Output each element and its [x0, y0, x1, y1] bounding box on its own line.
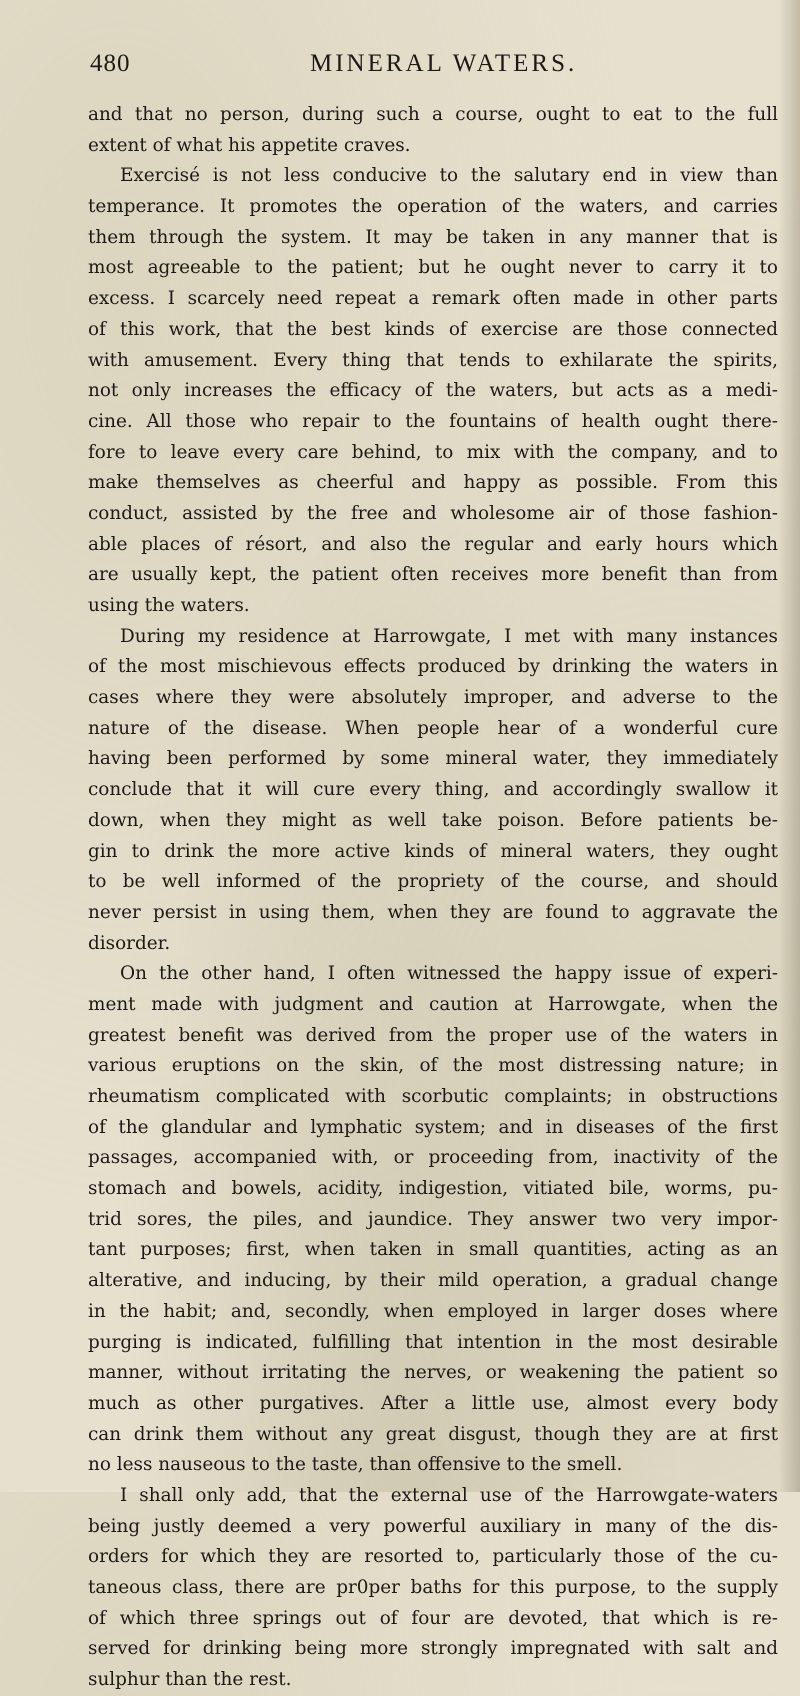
- running-head: [90, 50, 700, 84]
- text-line: served for drinking being more strongly impregnated with salt and: [88, 1638, 778, 1660]
- text-line: disorder.: [88, 932, 171, 954]
- text-line: various eruptions on the skin, of the most distressing nature; in: [88, 1055, 778, 1077]
- page-edge-shadow: [778, 0, 800, 1492]
- text-line: make themselves as cheerful and happy as possible. From this: [88, 472, 778, 494]
- text-line: rheumatism complicated with scorbutic complaints; in obstructions: [88, 1086, 778, 1107]
- text-line: stomach and bowels, acidity, indigestion, vitiated bile, worms, pu-: [88, 1178, 778, 1200]
- body-text: [88, 100, 778, 1696]
- text-line: of which three springs out of four are devoted, that which is re-: [88, 1607, 778, 1629]
- text-line: of the most mischievous effects produced by drinking the waters in: [88, 656, 778, 678]
- text-line: cases where they were absolutely improper, and adverse to the: [88, 687, 778, 709]
- text-line: ment made with judgment and caution at Harrowgate, when the: [88, 993, 778, 1015]
- text-line: fore to leave every care behind, to mix with the company, and to: [88, 441, 778, 463]
- text-line: On the other hand, I often witnessed the happy issue of experi-: [120, 963, 778, 985]
- text-line: most agreeable to the patient; but he ought never to carry it to: [88, 257, 778, 279]
- text-line: temperance. It promotes the operation of the waters, and carries: [88, 196, 778, 218]
- text-line: Exercisé is not less conducive to the salutary end in view than: [120, 165, 778, 187]
- text-line: I shall only add, that the external use of the Harrowgate-waters: [120, 1484, 778, 1506]
- text-line: never persist in using them, when they are found to aggravate the: [88, 901, 778, 923]
- text-line: with amusement. Every thing that tends to exhilarate the spirits,: [88, 349, 778, 371]
- text-line: able places of résort, and also the regular and early hours which: [88, 533, 778, 555]
- text-line: and that no person, during such a course, ought to eat to the full: [88, 104, 778, 125]
- text-line: no less nauseous to the taste, than offensive to the smell.: [88, 1454, 623, 1476]
- text-line: having been performed by some mineral water, they immediately: [88, 748, 778, 770]
- text-line: to be well informed of the propriety of the course, and should: [88, 871, 778, 893]
- text-line: of the glandular and lymphatic system; and in diseases of the first: [88, 1116, 778, 1138]
- text-line: gin to drink the more active kinds of mineral waters, they ought: [88, 840, 778, 862]
- text-line: orders for which they are resorted to, particularly those of the cu-: [88, 1546, 778, 1568]
- text-line: extent of what his appetite craves.: [88, 134, 411, 156]
- text-line: greatest benefit was derived from the proper use of the waters in: [88, 1024, 778, 1046]
- text-line: During my residence at Harrowgate, I met with many instances: [120, 625, 778, 647]
- running-title: MINERAL WATERS.: [310, 50, 578, 77]
- text-line: conclude that it will cure every thing, and accordingly swallow it: [88, 779, 778, 801]
- text-line: excess. I scarcely need repeat a remark often made in other parts: [88, 288, 778, 310]
- text-line: manner, without irritating the nerves, or weakening the patient so: [88, 1362, 778, 1384]
- text-line: purging is indicated, fulfilling that intention in the most desirable: [88, 1331, 778, 1353]
- page-number: 480: [90, 50, 131, 77]
- text-line: not only increases the efficacy of the waters, but acts as a medi-: [88, 380, 778, 402]
- text-line: tant purposes; first, when taken in small quantities, acting as an: [88, 1239, 778, 1261]
- text-line: sulphur than the rest.: [88, 1669, 292, 1691]
- text-line: conduct, assisted by the free and wholesome air of those fashion-: [88, 502, 778, 524]
- text-line: them through the system. It may be taken in any manner that is: [88, 226, 778, 248]
- text-line: much as other purgatives. After a little use, almost every body: [88, 1392, 778, 1414]
- text-line: down, when they might as well take poison. Before patients be-: [88, 809, 778, 831]
- text-line: passages, accompanied with, or proceeding from, inactivity of the: [88, 1147, 778, 1169]
- text-line: being justly deemed a very powerful auxiliary in many of the dis-: [88, 1515, 778, 1537]
- text-line: cine. All those who repair to the fountains of health ought there-: [88, 410, 778, 432]
- text-line: using the waters.: [88, 595, 250, 616]
- text-line: in the habit; and, secondly, when employed in larger doses where: [88, 1300, 778, 1322]
- text-line: can drink them without any great disgust, though they are at first: [88, 1423, 778, 1445]
- text-line: are usually kept, the patient often receives more benefit than from: [88, 564, 778, 586]
- text-line: taneous class, there are pr0per baths for this purpose, to the supply: [88, 1577, 778, 1598]
- text-line: trid sores, the piles, and jaundice. They answer two very impor-: [88, 1208, 778, 1230]
- text-line: alterative, and inducing, by their mild operation, a gradual change: [88, 1270, 778, 1292]
- text-line: nature of the disease. When people hear of a wonderful cure: [88, 717, 778, 739]
- text-line: of this work, that the best kinds of exercise are those connected: [88, 318, 778, 340]
